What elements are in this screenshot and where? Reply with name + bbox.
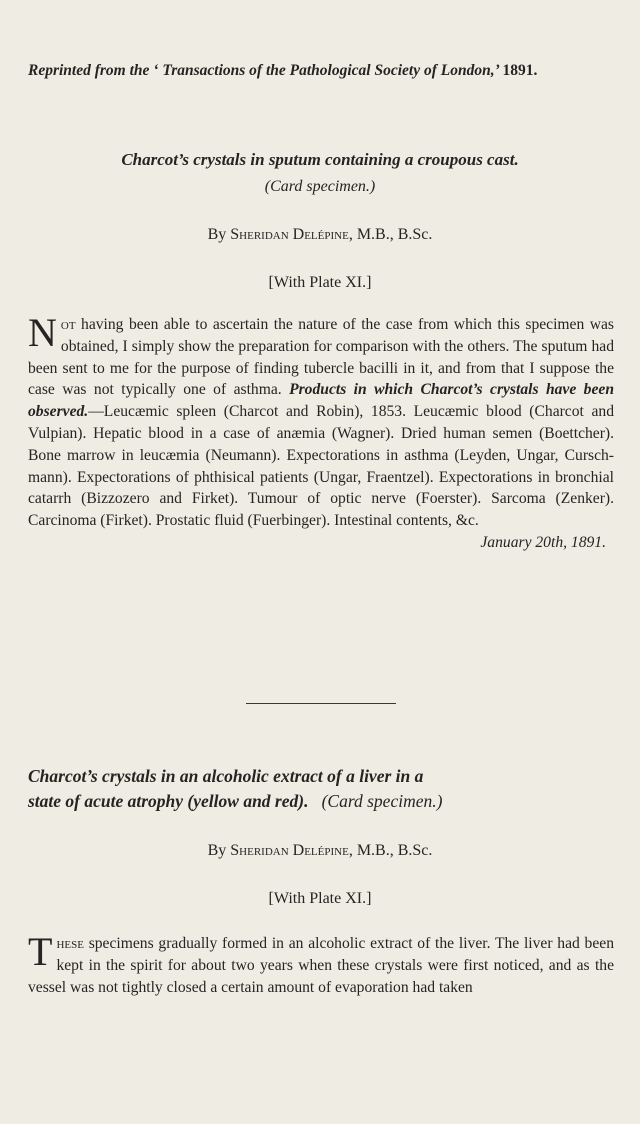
article1-paragraph: having been able to ascertain the nature of the case from which this specimen was obtained, I simply show the preparation for comparison with the others. The sputum had been sent to me for the purpose of finding tubercle bacilli in it, and from that I suppose the case was not typically one of asthma. <box>28 316 614 399</box>
article2-title-line1: Charcot’s crystals in an alcoholic extract of a liver in a <box>28 766 424 786</box>
section-divider <box>246 703 396 704</box>
article1-byline <box>30 226 610 244</box>
article2-body <box>28 929 614 998</box>
article2-lead-word: hese <box>56 935 84 952</box>
article2-degrees: M.B., B.Sc. <box>356 842 433 859</box>
article1-by: By <box>207 226 227 243</box>
article1-dropcap: N <box>28 310 57 355</box>
article1-products-heading: Products in which Charcot’s crystals have been observed. <box>28 381 614 421</box>
article1-plate-note: [With Plate XI.] <box>268 274 372 291</box>
article2-title-line2a: state of acute atrophy (yellow and red). <box>28 791 309 811</box>
article2-title-line2 <box>28 789 618 814</box>
article2-plate-note: [With Plate XI.] <box>268 890 372 907</box>
article2-author: Sheridan Delépine, <box>230 842 353 859</box>
article2-subtitle: (Card specimen.) <box>321 791 443 811</box>
article2-title <box>28 764 618 814</box>
article1-title: Charcot’s crystals in sputum containing a croupous cast. <box>121 150 519 169</box>
article1-lead-word: ot <box>60 316 76 333</box>
article1-date: January 20th, 1891. <box>480 533 606 551</box>
article1-author: Sheridan Delépine, <box>230 226 353 243</box>
article1-subtitle: (Card specimen.) <box>264 178 376 195</box>
article2-paragraph: specimens gradually formed in an alcoholic extract of the liver. The liver had been kept in the spirit for about two years when these crystals were first noticed, and as the vessel was not tightly closed a certain amount of evaporation had taken <box>28 935 614 996</box>
article1-degrees: M.B., B.Sc. <box>356 226 433 243</box>
reprint-year: 1891. <box>502 62 538 79</box>
article1-products-text: —Leucæmic spleen (Charcot and Robin), 1853. Leucæmic blood (Charcot and Vulpian). Hepatic blood in a case of anæmia (Wagner). Dried human semen (Boettcher). Bone marrow in leucæmia (Neumann). Expectorations in asthma (Leyden, Ungar, Cursch-mann). Expectorations of phthisical patients (Ungar, Fraentzel). Expectorations in bronchial catarrh (Bizzozero and Firket). Tumour of optic nerve (Foerster). Sarcoma (Zenker). Carcinoma (Firket). Prostatic fluid (Fuerbinger). Intestinal contents, &c. <box>28 403 614 530</box>
reprint-source: Reprinted from the ‘ Transactions of the Pathological Society of London,’ <box>28 62 499 79</box>
article1-body <box>28 310 614 554</box>
article2-byline <box>30 842 610 860</box>
article2-by: By <box>207 842 227 859</box>
article2-dropcap: T <box>28 929 53 974</box>
reprint-header <box>28 62 618 80</box>
